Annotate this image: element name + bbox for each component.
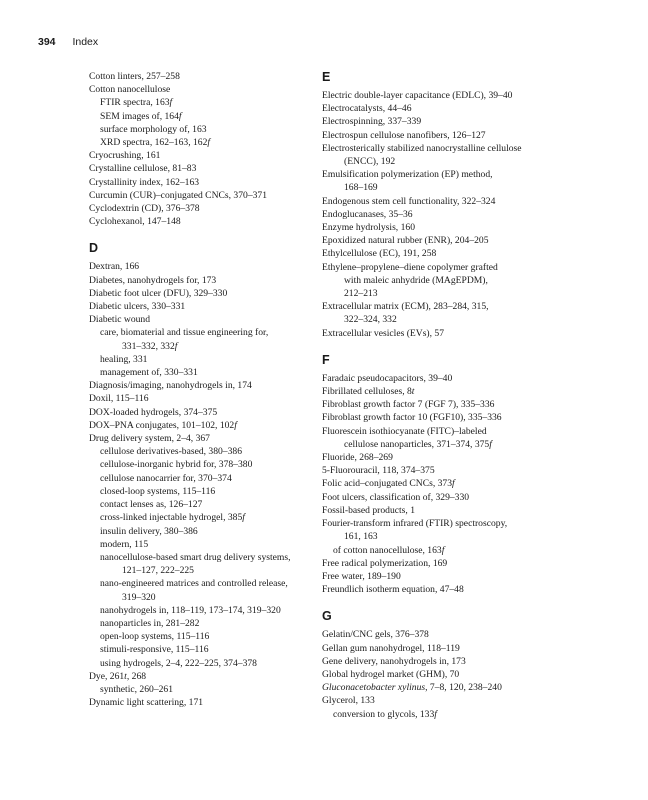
index-entry: Doxil, 115–116 xyxy=(89,393,149,405)
index-entry: Fossil-based products, 1 xyxy=(322,504,416,516)
index-entry: Cotton nanocellulose xyxy=(89,84,171,96)
index-subentry: cellulose derivatives-based, 380–386 xyxy=(100,446,242,458)
index-entry: Free radical polymerization, 169 xyxy=(322,557,448,569)
index-entry: Free water, 189–190 xyxy=(322,570,401,582)
index-entry: Diabetic foot ulcer (DFU), 329–330 xyxy=(89,287,228,299)
index-subentry: using hydrogels, 2–4, 222–225, 374–378 xyxy=(100,657,257,669)
index-entry: Cotton linters, 257–258 xyxy=(89,71,180,82)
index-entry: DOX–PNA conjugates, 101–102, 102f xyxy=(89,419,237,431)
index-entry: Curcumin (CUR)–conjugated CNCs, 370–371 xyxy=(89,189,268,201)
index-entry: Fibroblast growth factor 7 (FGF 7), 335–336 xyxy=(322,399,495,411)
index-subentry: contact lenses as, 126–127 xyxy=(100,499,203,511)
index-entry: Gellan gum nanohydrogel, 118–119 xyxy=(322,642,460,654)
index-entry-continuation: 121–127, 222–225 xyxy=(122,565,194,577)
index-entry: Folic acid–conjugated CNCs, 373f xyxy=(322,478,455,490)
index-entry: Dynamic light scattering, 171 xyxy=(89,697,204,709)
index-subentry: cellulose nanocarrier for, 370–374 xyxy=(100,472,232,484)
index-section-letter: F xyxy=(322,352,330,367)
index-entry: Endogenous stem cell functionality, 322–324 xyxy=(322,195,496,207)
index-subentry: cellulose-inorganic hybrid for, 378–380 xyxy=(100,459,253,471)
index-subentry: stimuli-responsive, 115–116 xyxy=(100,644,209,656)
index-subentry: FTIR spectra, 163f xyxy=(100,97,173,109)
index-column-left xyxy=(89,70,341,709)
index-entry: Extracellular vesicles (EVs), 57 xyxy=(322,327,445,339)
index-subentry: synthetic, 260–261 xyxy=(100,683,174,695)
index-entry: Endoglucanases, 35–36 xyxy=(322,208,413,220)
index-entry: Enzyme hydrolysis, 160 xyxy=(322,222,415,234)
index-entry: Cryocrushing, 161 xyxy=(89,150,161,162)
index-entry: Epoxidized natural rubber (ENR), 204–205 xyxy=(322,235,489,247)
index-entry: Electrocatalysts, 44–46 xyxy=(322,103,412,115)
index-entry: Emulsification polymerization (EP) method, xyxy=(322,169,493,181)
index-entry: Crystalline cellulose, 81–83 xyxy=(89,163,197,175)
index-entry: Electric double-layer capacitance (EDLC), 39–40 xyxy=(322,90,513,101)
index-entry: Electrospinning, 337–339 xyxy=(322,116,422,128)
index-subentry: insulin delivery, 380–386 xyxy=(100,525,198,537)
index-subentry: SEM images of, 164f xyxy=(100,110,182,122)
index-subentry: healing, 331 xyxy=(100,353,148,365)
index-subentry: care, biomaterial and tissue engineering for, xyxy=(100,327,269,339)
index-entry: Drug delivery system, 2–4, 367 xyxy=(89,433,210,445)
index-entry: Foot ulcers, classification of, 329–330 xyxy=(322,491,470,503)
index-entry: Fourier-transform infrared (FTIR) spectroscopy, xyxy=(322,518,508,530)
index-entry: Diagnosis/imaging, nanohydrogels in, 174 xyxy=(89,380,252,392)
index-entry: Cyclodextrin (CD), 376–378 xyxy=(89,203,200,215)
index-subentry: of cotton nanocellulose, 163f xyxy=(333,544,445,556)
running-title: Index xyxy=(72,36,99,48)
index-subentry: nanoparticles in, 281–282 xyxy=(100,617,200,629)
index-entry-continuation: 322–324, 332 xyxy=(344,314,397,326)
index-entry-continuation: 168–169 xyxy=(344,182,378,194)
index-subentry: XRD spectra, 162–163, 162f xyxy=(100,137,211,149)
index-entry: Fluoride, 268–269 xyxy=(322,452,393,464)
index-entry: Ethylene–propylene–diene copolymer grafted xyxy=(322,261,498,273)
index-entry: Global hydrogel market (GHM), 70 xyxy=(322,668,460,680)
index-subentry: modern, 115 xyxy=(100,538,149,550)
index-entry: DOX-loaded hydrogels, 374–375 xyxy=(89,406,218,418)
index-entry: Dye, 261t, 268 xyxy=(89,670,147,682)
index-entry-continuation: 331–332, 332f xyxy=(122,340,178,352)
index-entry: Faradaic pseudocapacitors, 39–40 xyxy=(322,372,453,384)
index-subentry: conversion to glycols, 133f xyxy=(333,708,437,720)
index-entry-continuation: 319–320 xyxy=(122,591,156,603)
index-entry: Diabetic ulcers, 330–331 xyxy=(89,301,186,313)
index-subentry: nanocellulose-based smart drug delivery systems, xyxy=(100,551,291,563)
index-entry: Gelatin/CNC gels, 376–378 xyxy=(322,629,429,641)
index-entry-continuation: 161, 163 xyxy=(344,531,378,543)
index-subentry: open-loop systems, 115–116 xyxy=(100,631,210,643)
index-column-right xyxy=(322,70,580,721)
index-entry: Freundlich isotherm equation, 47–48 xyxy=(322,584,464,596)
index-subentry: management of, 330–331 xyxy=(100,367,198,379)
index-section-letter: G xyxy=(322,609,332,624)
index-entry: Ethylcellulose (EC), 191, 258 xyxy=(322,248,437,260)
index-entry-continuation: cellulose nanoparticles, 371–374, 375f xyxy=(344,438,492,450)
index-section-letter: E xyxy=(322,70,331,84)
index-entry: Electrosterically stabilized nanocrystalline cellulose xyxy=(322,142,522,154)
index-entry: Fibrillated celluloses, 8t xyxy=(322,386,415,398)
index-entry: Gluconacetobacter xylinus, 7–8, 120, 238–240 xyxy=(322,682,502,694)
index-subentry: surface morphology of, 163 xyxy=(100,123,207,135)
index-entry: Diabetic wound xyxy=(89,314,151,326)
index-entry-continuation: 212–213 xyxy=(344,288,378,300)
index-entry: Glycerol, 133 xyxy=(322,695,375,707)
index-entry: Dextran, 166 xyxy=(89,261,140,273)
index-entry: Cyclohexanol, 147–148 xyxy=(89,216,181,228)
index-entry: Diabetes, nanohydrogels for, 173 xyxy=(89,274,217,286)
index-entry: Crystallinity index, 162–163 xyxy=(89,176,200,188)
index-entry: Fluorescein isothiocyanate (FITC)–labeled xyxy=(322,425,487,437)
index-entry: Gene delivery, nanohydrogels in, 173 xyxy=(322,655,466,667)
index-subentry: nano-engineered matrices and controlled release, xyxy=(100,578,288,590)
index-entry: Fibroblast growth factor 10 (FGF10), 335–336 xyxy=(322,412,502,424)
index-section-letter: D xyxy=(89,241,99,256)
index-subentry: closed-loop systems, 115–116 xyxy=(100,485,216,497)
index-entry-continuation: (ENCC), 192 xyxy=(344,156,396,168)
index-subentry: nanohydrogels in, 118–119, 173–174, 319–320 xyxy=(100,604,281,616)
index-entry: Electrospun cellulose nanofibers, 126–127 xyxy=(322,129,486,141)
page-header xyxy=(38,36,98,48)
page-number: 394 xyxy=(38,36,56,48)
index-entry: 5-Fluorouracil, 118, 374–375 xyxy=(322,465,435,477)
index-entry-continuation: with maleic anhydride (MAgEPDM), xyxy=(344,274,488,286)
index-subentry: cross-linked injectable hydrogel, 385f xyxy=(100,512,245,524)
index-entry: Extracellular matrix (ECM), 283–284, 315, xyxy=(322,301,489,313)
